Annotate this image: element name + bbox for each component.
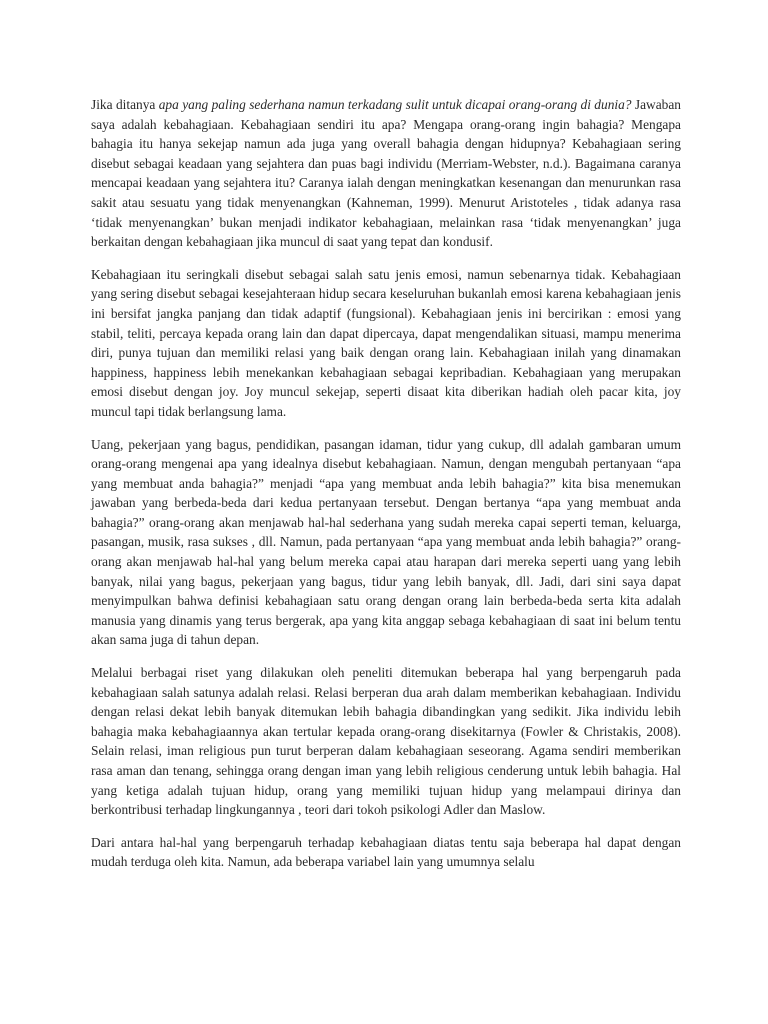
paragraph-3: Uang, pekerjaan yang bagus, pendidikan, pasangan idaman, tidur yang cukup, dll adalah gambaran umum orang-orang mengenai apa yang idealnya disebut kebahagiaan. Namun, dengan mengubah pertanyaan “apa yang membuat anda bahagia?” menjadi “apa yang membuat anda lebih bahagia?” kita bisa menemukan jawaban yang berbeda-beda dari kedua pertanyaan tersebut. Dengan bertanya “apa yang membuat anda bahagia?” orang-orang akan menjawab hal-hal sederhana yang sudah mereka capai seperti teman, keluarga, pasangan, musik, rasa sukses , dll. Namun, pada pertanyaan “apa yang membuat anda lebih bahagia?” orang-orang akan menjawab hal-hal yang belum mereka capai atau harapan dari mereka seperti uang yang lebih banyak, nilai yang bagus, pekerjaan yang bagus, tidur yang lebih banyak, dll. Jadi, dari sini saya dapat menyimpulkan bahwa definisi kebahagiaan satu orang dengan orang lain berbeda-beda serta kita adalah manusia yang dinamis yang terus bergerak, apa yang kita anggap sebaga kebahagiaan di saat ini belum tentu akan sama juga di tahun depan.	[91, 436, 681, 648]
document-page	[91, 95, 681, 885]
paragraph-4: Melalui berbagai riset yang dilakukan oleh peneliti ditemukan beberapa hal yang berpengaruh pada kebahagiaan salah satunya adalah relasi. Relasi berperan dua arah dalam memberikan kebahagiaan. Individu dengan relasi dekat lebih banyak ditemukan lebih bahagia dibandingkan yang sedikit. Jika individu lebih bahagia maka kebahagiaannya akan tertular kepada orang-orang disekitarnya (Fowler & Christakis, 2008). Selain relasi, iman religious pun turut berperan dalam kebahagiaan seseorang. Agama sendiri memberikan rasa aman dan tenang, sehingga orang dengan iman yang lebih religious cenderung untuk lebih bahagia. Hal yang ketiga adalah tujuan hidup, orang yang memiliki tujuan hidup yang melampaui dirinya dan berkontribusi terhadap lingkungannya , teori dari tokoh psikologi Adler dan Maslow.	[91, 665, 681, 818]
paragraph-1-intro: Jika ditanya	[91, 97, 159, 112]
paragraph-1	[91, 95, 681, 252]
paragraph-2: Kebahagiaan itu seringkali disebut sebagai salah satu jenis emosi, namun sebenarnya tidak. Kebahagiaan yang sering disebut sebagai kesejahteraan hidup secara keseluruhan bukanlah emosi karena kebahagiaan jenis ini bersifat jangka panjang dan tidak adaptif (fungsional). Kebahagiaan jenis ini bercirikan : emosi yang stabil, teliti, percaya kepada orang lain dan dapat dipercaya, dapat mengendalikan situasi, mampu menerima diri, punya tujuan dan memiliki relasi yang baik dengan orang lain. Kebahagiaan inilah yang dinamakan happiness, happiness lebih menekankan kebahagiaan sebagai kepribadian. Kebahagiaan yang merupakan emosi disebut dengan joy. Joy muncul sekejap, seperti disaat kita diberikan hadiah oleh pacar kita, joy muncul tapi tidak berlangsung lama.	[91, 266, 681, 419]
paragraph-1-body: Jawaban saya adalah kebahagiaan. Kebahagiaan sendiri itu apa? Mengapa orang-orang ingin bahagia? Mengapa bahagia itu hanya sekejap namun ada juga yang overall bahagia dengan hidupnya? Kebahagiaan sering disebut sebagai keadaan yang sejahtera dan puas bagi individu (Merriam-Webster, n.d.). Bagaimana caranya mencapai keadaan yang sejahtera itu? Caranya ialah dengan meningkatkan kesenangan dan menurunkan rasa sakit atau sesuatu yang tidak menyenangkan (Kahneman, 1999). Menurut Aristoteles , tidak adanya rasa ‘tidak menyenangkan’ bukan menjadi indikator kebahagiaan, melainkan rasa ‘tidak menyenangkan’ juga berkaitan dengan kebahagiaan jika muncul di saat yang tepat dan kondusif.	[91, 97, 681, 250]
paragraph-5: Dari antara hal-hal yang berpengaruh terhadap kebahagiaan diatas tentu saja beberapa hal dapat dengan mudah terduga oleh kita. Namun, ada beberapa variabel lain yang umumnya selalu	[91, 834, 681, 870]
paragraph-1-emphasis: apa yang paling sederhana namun terkadang sulit untuk dicapai orang-orang di dunia?	[158, 97, 632, 112]
